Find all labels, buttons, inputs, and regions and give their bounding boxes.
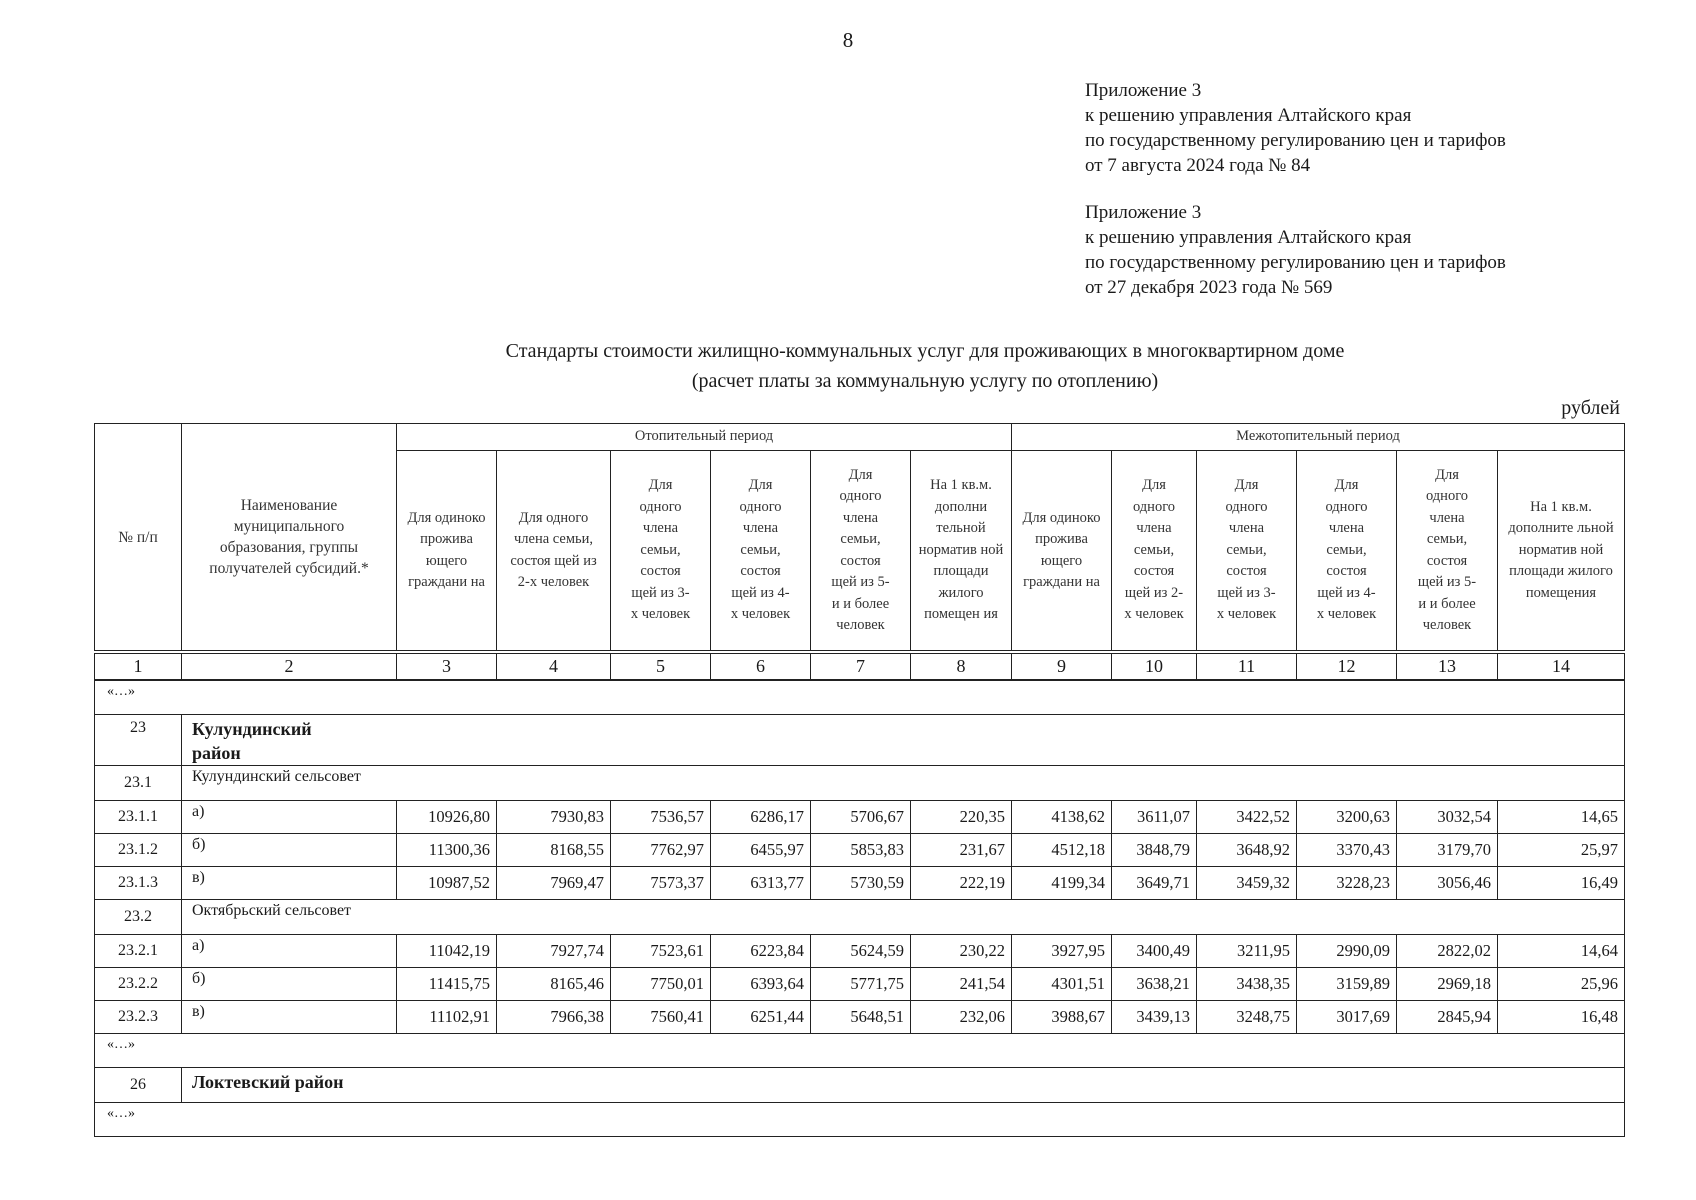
header-col-number: № п/п	[95, 424, 182, 651]
row-number: 23.1.1	[95, 801, 182, 834]
column-number: 5	[611, 654, 711, 680]
group-label: в)	[182, 1001, 397, 1034]
appendix-line: к решению управления Алтайского края	[1085, 105, 1412, 126]
cell-value: 7750,01	[611, 968, 711, 1001]
cell-value: 5771,75	[811, 968, 911, 1001]
cell-value: 6251,44	[711, 1001, 811, 1034]
table-body	[94, 680, 1625, 1137]
cell-value: 14,65	[1498, 801, 1625, 834]
cell-value: 3228,23	[1297, 867, 1397, 900]
district-row	[95, 715, 1625, 766]
header-heating-col: На 1 кв.м. дополни тельной норматив ной площади жилого помещен ия	[911, 451, 1012, 651]
title-line-2: (расчет платы за коммунальную услугу по отоплению)	[691, 370, 1159, 392]
council-row	[95, 766, 1625, 801]
cell-value: 5648,51	[811, 1001, 911, 1034]
cell-value: 11415,75	[397, 968, 497, 1001]
appendix-line: от 7 августа 2024 года № 84	[1085, 155, 1311, 176]
appendix-line: Приложение 3	[1085, 80, 1202, 101]
cell-value: 4301,51	[1012, 968, 1112, 1001]
cell-value: 6286,17	[711, 801, 811, 834]
ellipsis-row	[95, 681, 1625, 715]
header-heating-col: Для одиноко прожива ющего граждани на	[397, 451, 497, 651]
column-number: 4	[497, 654, 611, 680]
cell-value: 4512,18	[1012, 834, 1112, 867]
column-number: 14	[1498, 654, 1625, 680]
document-title	[180, 336, 1670, 396]
cell-value: 5730,59	[811, 867, 911, 900]
header-interheating-col: Для одиноко прожива ющего граждани на	[1012, 451, 1112, 651]
row-number: 23.1.2	[95, 834, 182, 867]
column-number: 3	[397, 654, 497, 680]
row-number: 23	[95, 715, 182, 766]
column-number: 12	[1297, 654, 1397, 680]
cell-value: 3438,35	[1197, 968, 1297, 1001]
district-row	[95, 1068, 1625, 1103]
row-number: 23.1	[95, 766, 182, 801]
cell-value: 2969,18	[1397, 968, 1498, 1001]
row-number: 23.2	[95, 900, 182, 935]
column-number: 13	[1397, 654, 1498, 680]
header-heating-period: Отопительный период	[397, 424, 1012, 451]
council-name: Кулундинский сельсовет	[182, 766, 1625, 801]
ellipsis-row	[95, 1103, 1625, 1137]
cell-value: 3179,70	[1397, 834, 1498, 867]
column-number: 9	[1012, 654, 1112, 680]
cell-value: 3370,43	[1297, 834, 1397, 867]
cell-value: 3611,07	[1112, 801, 1197, 834]
cell-value: 232,06	[911, 1001, 1012, 1034]
cell-value: 3211,95	[1197, 935, 1297, 968]
group-label: а)	[182, 801, 397, 834]
group-label: а)	[182, 935, 397, 968]
header-heating-col: Для одного члена семьи, состоя щей из 5-и и более человек	[811, 451, 911, 651]
cell-value: 10987,52	[397, 867, 497, 900]
cell-value: 3248,75	[1197, 1001, 1297, 1034]
ellipsis: «…»	[95, 1103, 1625, 1137]
cell-value: 3159,89	[1297, 968, 1397, 1001]
cell-value: 8165,46	[497, 968, 611, 1001]
table-row	[95, 801, 1625, 834]
cell-value: 2845,94	[1397, 1001, 1498, 1034]
appendix-line: Приложение 3	[1085, 202, 1202, 223]
district-name-line: район	[192, 743, 241, 763]
cell-value: 3017,69	[1297, 1001, 1397, 1034]
cell-value: 220,35	[911, 801, 1012, 834]
cell-value: 25,97	[1498, 834, 1625, 867]
district-name: Локтевский район	[182, 1068, 1625, 1103]
group-label: б)	[182, 834, 397, 867]
cell-value: 4199,34	[1012, 867, 1112, 900]
cell-value: 3032,54	[1397, 801, 1498, 834]
cell-value: 7523,61	[611, 935, 711, 968]
appendix-line: по государственному регулированию цен и тарифов	[1085, 252, 1506, 273]
table-row	[95, 834, 1625, 867]
row-number: 26	[95, 1068, 182, 1103]
header-interheating-col: Для одного члена семьи, состоя щей из 4-х человек	[1297, 451, 1397, 651]
table-row	[95, 1001, 1625, 1034]
header-interheating-col: Для одного члена семьи, состоя щей из 2-х человек	[1112, 451, 1197, 651]
header-interheating-period: Межотопительный период	[1012, 424, 1625, 451]
cell-value: 241,54	[911, 968, 1012, 1001]
cell-value: 5853,83	[811, 834, 911, 867]
cell-value: 3638,21	[1112, 968, 1197, 1001]
cell-value: 6313,77	[711, 867, 811, 900]
council-name: Октябрьский сельсовет	[182, 900, 1625, 935]
cell-value: 2822,02	[1397, 935, 1498, 968]
column-number: 6	[711, 654, 811, 680]
column-number-row	[94, 653, 1625, 680]
cell-value: 3648,92	[1197, 834, 1297, 867]
cell-value: 7969,47	[497, 867, 611, 900]
cell-value: 5706,67	[811, 801, 911, 834]
group-label: б)	[182, 968, 397, 1001]
cell-value: 6455,97	[711, 834, 811, 867]
district-name-line: Кулундинский	[192, 719, 312, 739]
cell-value: 7930,83	[497, 801, 611, 834]
appendix-line: к решению управления Алтайского края	[1085, 227, 1412, 248]
cell-value: 3927,95	[1012, 935, 1112, 968]
council-row	[95, 900, 1625, 935]
ellipsis: «…»	[95, 1034, 1625, 1068]
table-row	[95, 867, 1625, 900]
row-number: 23.2.1	[95, 935, 182, 968]
cell-value: 2990,09	[1297, 935, 1397, 968]
currency-label: рублей	[1561, 397, 1620, 419]
row-number: 23.2.3	[95, 1001, 182, 1034]
cell-value: 25,96	[1498, 968, 1625, 1001]
cell-value: 7762,97	[611, 834, 711, 867]
cell-value: 14,64	[1498, 935, 1625, 968]
table-row	[95, 935, 1625, 968]
cell-value: 3459,32	[1197, 867, 1297, 900]
cell-value: 16,48	[1498, 1001, 1625, 1034]
cell-value: 7560,41	[611, 1001, 711, 1034]
appendix-line: по государственному регулированию цен и тарифов	[1085, 130, 1506, 151]
group-label: в)	[182, 867, 397, 900]
cell-value: 3988,67	[1012, 1001, 1112, 1034]
cell-value: 6223,84	[711, 935, 811, 968]
cell-value: 7927,74	[497, 935, 611, 968]
header-interheating-col: На 1 кв.м. дополните льной норматив ной площади жилого помещения	[1498, 451, 1625, 651]
cell-value: 3848,79	[1112, 834, 1197, 867]
cell-value: 10926,80	[397, 801, 497, 834]
cell-value: 230,22	[911, 935, 1012, 968]
cell-value: 3649,71	[1112, 867, 1197, 900]
cell-value: 3439,13	[1112, 1001, 1197, 1034]
cell-value: 3400,49	[1112, 935, 1197, 968]
cell-value: 5624,59	[811, 935, 911, 968]
column-number: 1	[95, 654, 182, 680]
cell-value: 11102,91	[397, 1001, 497, 1034]
cell-value: 7573,37	[611, 867, 711, 900]
cell-value: 231,67	[911, 834, 1012, 867]
appendix-previous-reference	[1085, 200, 1506, 300]
header-heating-col: Для одного члена семьи, состоя щей из 4-х человек	[711, 451, 811, 651]
header-interheating-col: Для одного члена семьи, состоя щей из 5-и и более человек	[1397, 451, 1498, 651]
cell-value: 3200,63	[1297, 801, 1397, 834]
appendix-current-reference	[1085, 78, 1506, 178]
appendix-line: от 27 декабря 2023 года № 569	[1085, 277, 1333, 298]
cell-value: 16,49	[1498, 867, 1625, 900]
row-number: 23.2.2	[95, 968, 182, 1001]
column-number: 10	[1112, 654, 1197, 680]
table-header	[94, 423, 1625, 651]
title-line-1: Стандарты стоимости жилищно-коммунальных услуг для проживающих в многоквартирном доме	[505, 340, 1345, 362]
cell-value: 7966,38	[497, 1001, 611, 1034]
ellipsis-row	[95, 1034, 1625, 1068]
column-number: 11	[1197, 654, 1297, 680]
cell-value: 3056,46	[1397, 867, 1498, 900]
page-number: 8	[842, 28, 854, 52]
header-heating-col: Для одного члена семьи, состоя щей из 2-х человек	[497, 451, 611, 651]
cell-value: 3422,52	[1197, 801, 1297, 834]
column-number: 8	[911, 654, 1012, 680]
row-number: 23.1.3	[95, 867, 182, 900]
ellipsis: «…»	[95, 681, 1625, 715]
cell-value: 11300,36	[397, 834, 497, 867]
cell-value: 222,19	[911, 867, 1012, 900]
header-heating-col: Для одного члена семьи, состоя щей из 3-х человек	[611, 451, 711, 651]
table-row	[95, 968, 1625, 1001]
district-name	[182, 715, 1625, 766]
column-number: 7	[811, 654, 911, 680]
header-interheating-col: Для одного члена семьи, состоя щей из 3-х человек	[1197, 451, 1297, 651]
column-number: 2	[182, 654, 397, 680]
cell-value: 7536,57	[611, 801, 711, 834]
header-col-name: Наименование муниципального образования, группы получателей субсидий.*	[182, 424, 397, 651]
cell-value: 4138,62	[1012, 801, 1112, 834]
cell-value: 8168,55	[497, 834, 611, 867]
cell-value: 11042,19	[397, 935, 497, 968]
cell-value: 6393,64	[711, 968, 811, 1001]
